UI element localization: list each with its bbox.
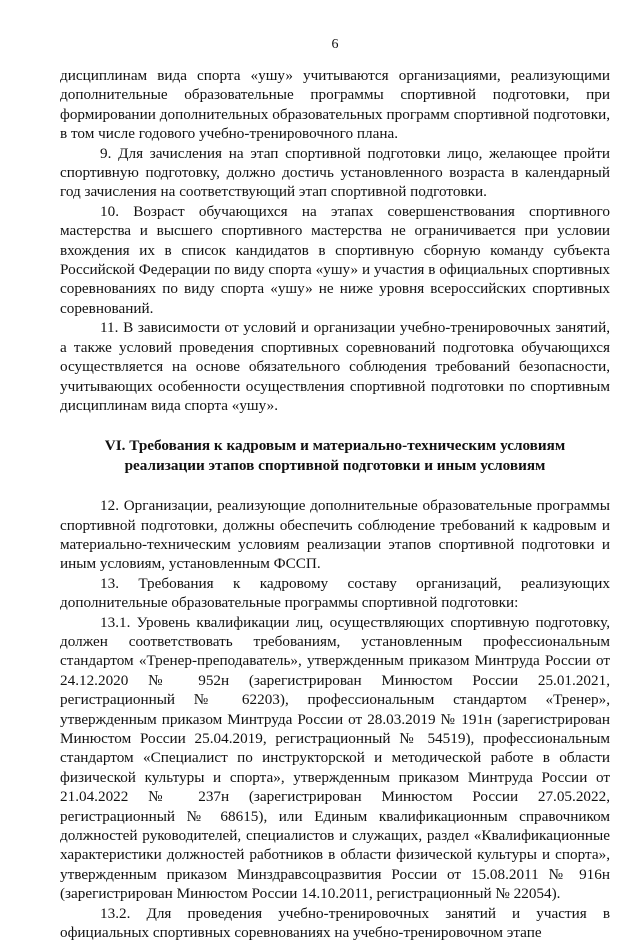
- paragraph-12: 12. Организации, реализующие дополнительные образовательные программы спортивной подготовки, должны обеспечить соблюдение требований к кадровым и материально-техническим условиям реализации этапов спортивной подготовки и иным условиям, установленным ФССП.: [60, 497, 610, 573]
- paragraph-11: 11. В зависимости от условий и организации учебно-тренировочных занятий, а также условий проведения спортивных соревнований подготовка обучающихся осуществляется на основе обязательного соблюдения требований безопасности, учитывающих особенности осуществления спортивной подготовки по спортивным дисциплинам вида спорта «ушу».: [60, 319, 610, 414]
- paragraph-13-1: 13.1. Уровень квалификации лиц, осуществляющих спортивную подготовку, должен соответствовать требованиям, установленным профессиональным стандартом «Тренер-преподаватель», утвержденным приказом Минтруда России от 24.12.2020 № 952н (зарегистрирован Минюстом России 25.01.2021, регистрационный № 62203), профессиональным стандартом «Тренер», утвержденным приказом Минтруда России от 28.03.2019 № 191н (зарегистрирован Минюстом России 25.04.2019, регистрационный № 54519), профессиональным стандартом «Специалист по инструкторской и методической работе в области физической культуры и спорта», утвержденным приказом Минтруда России от 21.04.2022 № 237н (зарегистрирован Минюстом России 27.05.2022, регистрационный № 68615), или Единым квалификационным справочником должностей руководителей, специалистов и служащих, раздел «Квалификационные характеристики должностей работников в области физической культуры и спорта», утвержденным приказом Минздравсоцразвития России от 15.08.2011 № 916н (зарегистрирован Минюстом России 14.10.2011, регистрационный № 22054).: [60, 613, 610, 903]
- section-heading: [60, 436, 610, 475]
- section-heading-line-2: реализации этапов спортивной подготовки и иным условиям: [124, 456, 546, 474]
- section-heading-line-1: VI. Требования к кадровым и материально-техническим условиям: [104, 437, 566, 455]
- paragraph-13: 13. Требования к кадровому составу организаций, реализующих дополнительные образовательные программы спортивной подготовки:: [60, 574, 610, 612]
- paragraph-9: 9. Для зачисления на этап спортивной подготовки лицо, желающее пройти спортивную подготовку, должно достичь установленного возраста в календарный год зачисления на соответствующий этап спортивной подготовки.: [60, 144, 610, 201]
- paragraph-10: 10. Возраст обучающихся на этапах совершенствования спортивного мастерства и высшего спортивного мастерства не ограничивается при условии вхождения их в список кандидатов в спортивную сборную команду субъекта Российской Федерации по виду спорта «ушу» и участия в официальных спортивных соревнованиях по виду спорта «ушу» не ниже уровня всероссийских спортивных соревнований.: [60, 202, 610, 317]
- page-number: 6: [331, 37, 339, 52]
- paragraph-continuation: дисциплинам вида спорта «ушу» учитываются организациями, реализующими дополнительные образовательные программы спортивной подготовки, при формировании дополнительных образовательных программ спортивной подготовки, в том числе годового учебно-тренировочного плана.: [60, 67, 610, 143]
- document-body: [60, 66, 610, 942]
- paragraph-13-2: 13.2. Для проведения учебно-тренировочных занятий и участия в официальных спортивных соревнованиях на учебно-тренировочном этапе: [60, 904, 610, 942]
